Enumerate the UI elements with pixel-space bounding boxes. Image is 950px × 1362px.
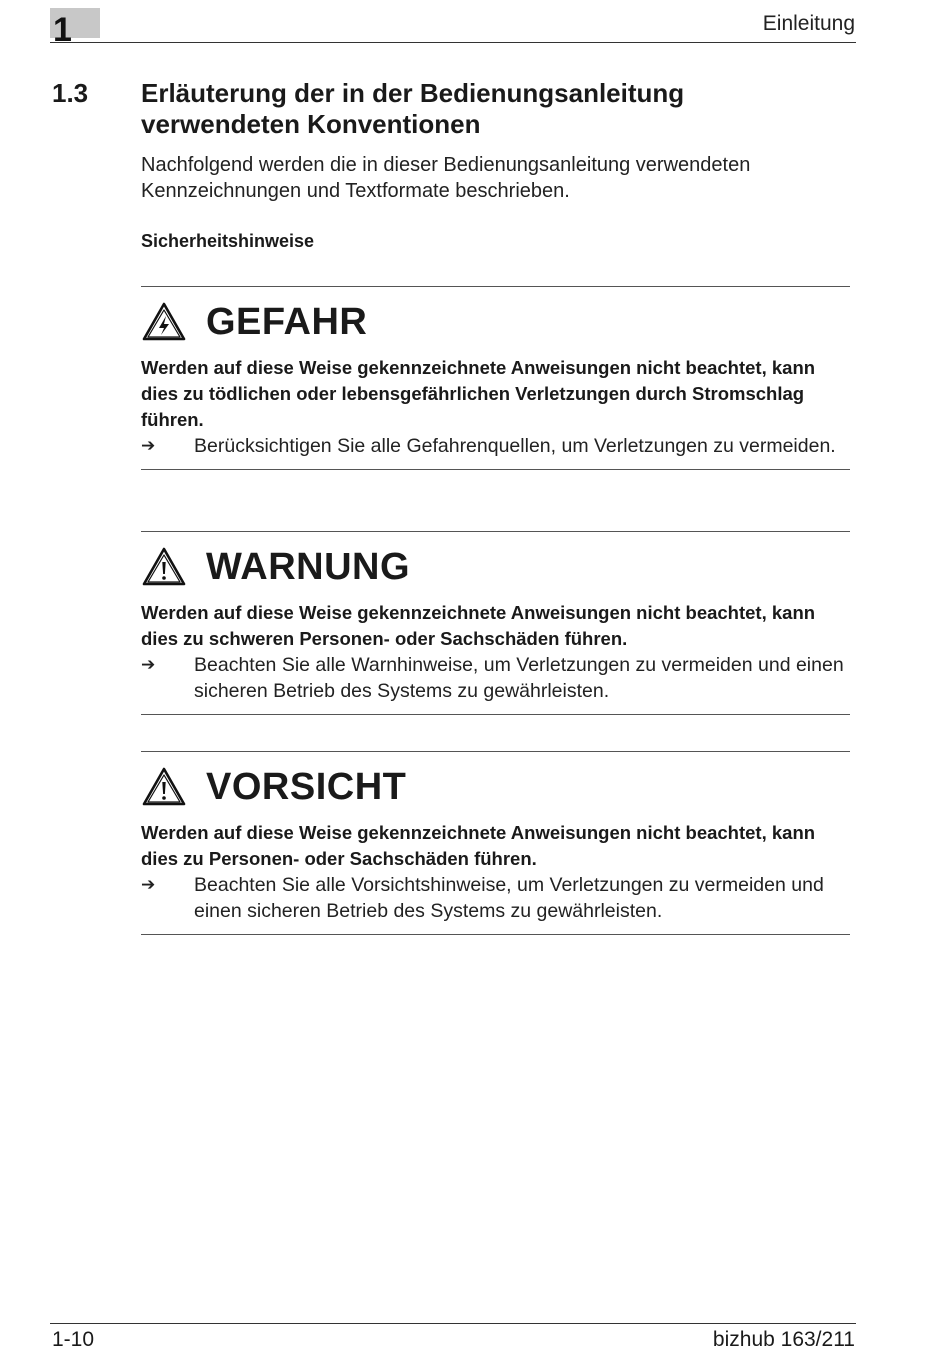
notice-text: Werden auf diese Weise gekennzeichnete Anweisungen nicht beachtet, kann dies zu Personen- oder Sachschäden führen.	[141, 822, 816, 869]
notice-header	[141, 536, 850, 598]
notice-header	[141, 291, 850, 353]
section-title: Erläuterung der in der Bedienungsanleitung verwendeten Konventionen	[141, 78, 685, 139]
arrow-icon: ➔	[141, 436, 156, 455]
notice-warning	[141, 531, 850, 715]
warning-triangle-icon	[141, 546, 187, 588]
caution-triangle-icon	[141, 766, 187, 808]
notice-title: WARNUNG	[206, 545, 411, 588]
notice-title: VORSICHT	[206, 765, 407, 808]
chapter-title: Einleitung	[762, 12, 855, 35]
arrow-icon: ➔	[141, 875, 156, 894]
footer-divider	[50, 1323, 856, 1324]
header-divider	[50, 42, 856, 43]
notice-step	[141, 433, 850, 459]
electric-hazard-warning-icon	[141, 301, 187, 343]
notice-caution	[141, 751, 850, 935]
notice-step	[141, 652, 850, 704]
notice-step-text: Beachten Sie alle Warnhinweise, um Verletzungen zu vermeiden und einen sicheren Betrieb des Systems zu gewährleisten.	[194, 654, 844, 702]
section-intro: Nachfolgend werden die in dieser Bedienungsanleitung verwendeten Kennzeichnungen und Textformate beschrieben.	[141, 154, 751, 202]
chapter-number: 1	[53, 11, 72, 49]
notice-step	[141, 872, 850, 924]
page-number: 1-10	[52, 1328, 95, 1351]
notice-step-text: Beachten Sie alle Vorsichtshinweise, um Verletzungen zu vermeiden und einen sicheren Betrieb des Systems zu gewährleisten.	[194, 874, 824, 922]
product-name: bizhub 163/211	[712, 1328, 855, 1351]
arrow-icon: ➔	[141, 655, 156, 674]
notice-text: Werden auf diese Weise gekennzeichnete Anweisungen nicht beachtet, kann dies zu tödlichen oder lebensgefährlichen Verletzungen durch Stromschlag führen.	[141, 357, 816, 430]
notice-text: Werden auf diese Weise gekennzeichnete Anweisungen nicht beachtet, kann dies zu schweren Personen- oder Sachschäden führen.	[141, 602, 816, 649]
safety-subheading: Sicherheitshinweise	[141, 231, 315, 251]
notice-danger	[141, 286, 850, 470]
section-number: 1.3	[52, 78, 89, 108]
notice-header	[141, 756, 850, 818]
notice-step-text: Berücksichtigen Sie alle Gefahrenquellen, um Verletzungen zu vermeiden.	[194, 435, 836, 457]
notice-title: GEFAHR	[206, 300, 368, 343]
